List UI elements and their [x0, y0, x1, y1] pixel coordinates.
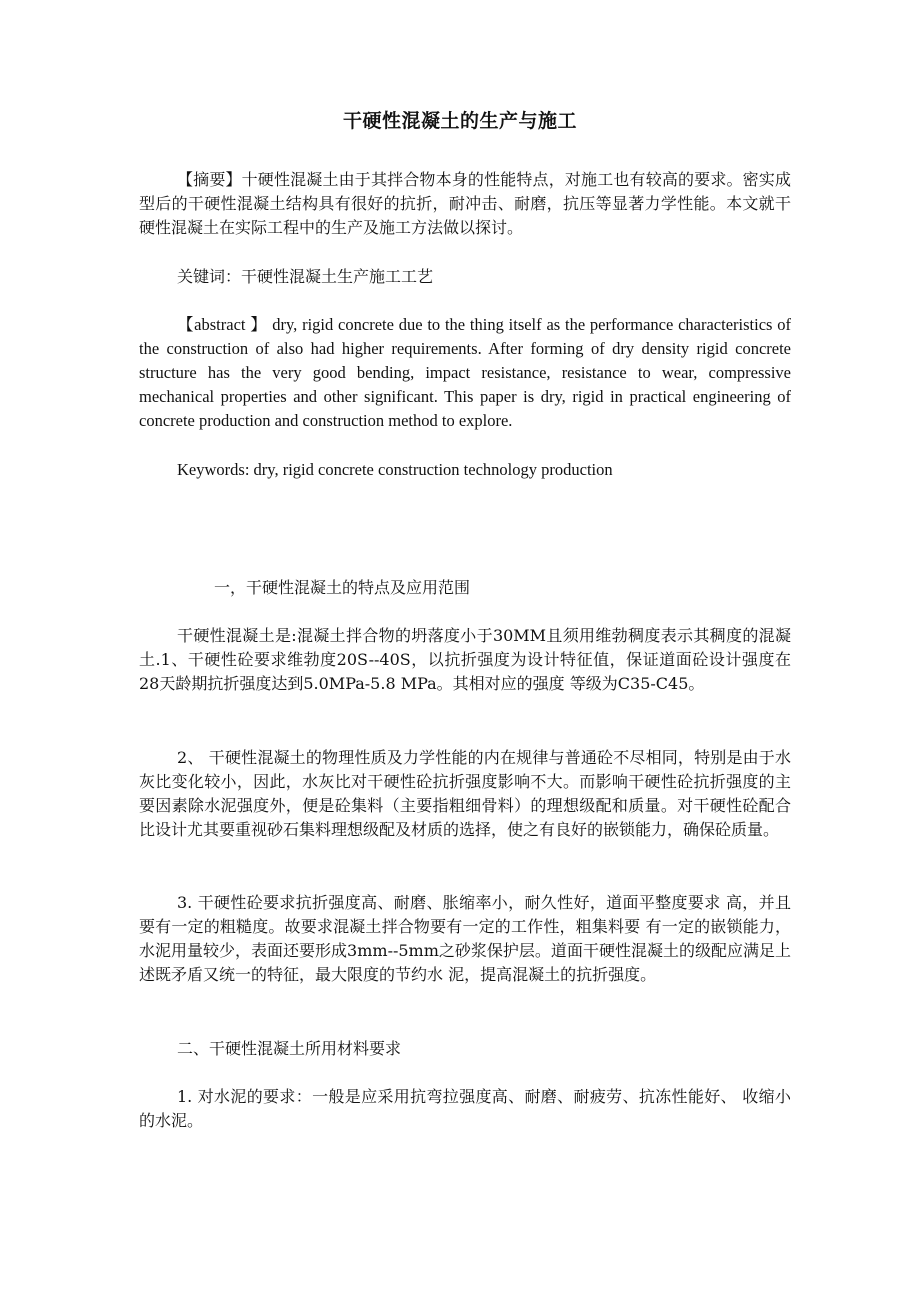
section-1-paragraph-1: 干硬性混凝土是:混凝土拌合物的坍落度小于30MM且须用维勃稠度表示其稠度的混凝土.1、干硬性砼要求维勃度20S--40S，以抗折强度为设计特征值，保证道面砼设计强度在28天龄期抗折强度达到5.0MPa-5.8 MPa。其相对应的强度 等级为C35-C45。 [139, 626, 791, 693]
abstract-english: 【abstract 】 dry, rigid concrete due to the thing itself as the performance characteristics of the construction of also had higher requirements. After forming of dry density rigid concrete structure has the very good bending, impact resistance, resistance to wear, compressive mechanical properties and other significant. This paper is dry, rigid in practical engineering of concrete production and construction method to explore. [139, 315, 791, 430]
section-1-heading: 一，干硬性混凝土的特点及应用范围 [214, 578, 471, 597]
keywords-chinese: 关键词：干硬性混凝土生产施工工艺 [177, 267, 434, 286]
section-1-paragraph-2: 2、 干硬性混凝土的物理性质及力学性能的内在规律与普通砼不尽相同，特别是由于水灰比变化较小，因此，水灰比对干硬性砼抗折强度影响不大。而影响干硬性砼抗折强度的主要因素除水泥强度外，便是砼集料（主要指粗细骨料）的理想级配和质量。对干硬性砼配合比设计尤其要重视砂石集料理想级配及材质的选择，使之有良好的嵌锁能力，确保砼质量。 [139, 748, 791, 839]
section-2-paragraph-1: 1. 对水泥的要求：一般是应采用抗弯拉强度高、耐磨、耐疲劳、抗冻性能好、 收缩小的水泥。 [139, 1087, 791, 1130]
document-title: 干硬性混凝土的生产与施工 [342, 110, 577, 132]
abstract-chinese: 【摘要】十硬性混凝土由于其拌合物本身的性能特点，对施工也有较高的要求。密实成型后的干硬性混凝土结构具有很好的抗折，耐冲击、耐磨，抗压等显著力学性能。本文就干硬性混凝土在实际工程中的生产及施工方法做以探讨。 [139, 170, 791, 237]
keywords-english: Keywords: dry, rigid concrete construction technology production [177, 460, 613, 479]
section-1-paragraph-3: 3. 干硬性砼要求抗折强度高、耐磨、胀缩率小，耐久性好，道面平整度要求 高，并且要有一定的粗糙度。故要求混凝土拌合物要有一定的工作性，粗集料要 有一定的嵌锁能力，水泥用量较少，表面还要形成3mm--5mm之砂浆保护层。道面干硬性混凝土的级配应满足上述既矛盾又统一的特征，最大限度的节约水 泥，提高混凝土的抗折强度。 [139, 893, 791, 984]
section-2-heading: 二、干硬性混凝土所用材料要求 [177, 1039, 402, 1058]
